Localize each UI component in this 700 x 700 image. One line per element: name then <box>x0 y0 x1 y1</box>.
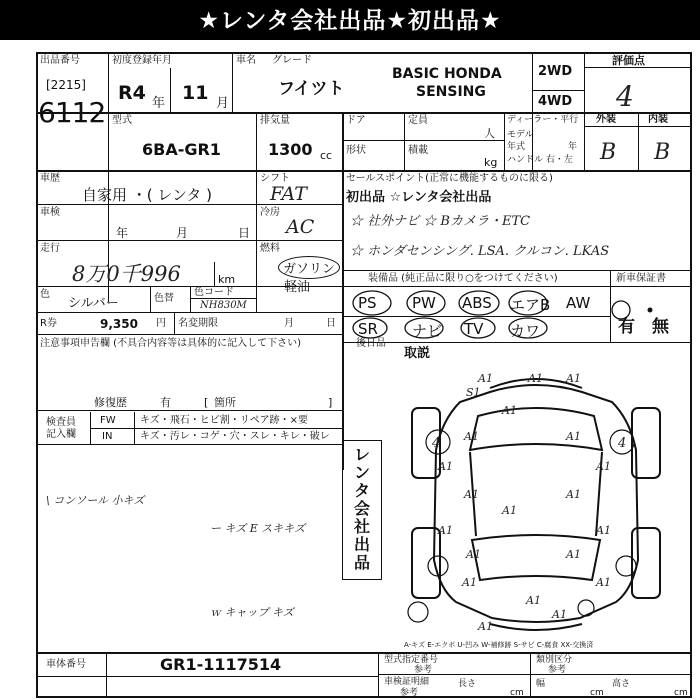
equipment-label: 装備品 (純正品に限り○をつけてください) <box>368 273 558 284</box>
exterior-label: 外装 <box>596 114 616 125</box>
mark-12: A1 <box>502 504 517 517</box>
remark-3: ｗ キャップ キズ <box>210 606 294 619</box>
load-label: 積載 <box>408 145 428 156</box>
inspector-in-text: キズ・汚レ・コゲ・穴・スレ・キレ・破レ <box>140 431 330 442</box>
type-no-label: 型式指定番号 <box>384 655 439 665</box>
drive-4wd: 4WD <box>538 94 573 109</box>
repair-spot: 箇所 <box>214 396 236 409</box>
first-reg-year-unit: 年 <box>152 96 166 111</box>
grade-label: グレード <box>272 55 312 66</box>
mark-17: A1 <box>462 576 477 589</box>
equip-tv: TV <box>464 320 484 338</box>
height-unit: cm <box>674 688 688 698</box>
width-label: 幅 <box>536 679 546 689</box>
inspection-month: 月 <box>176 226 189 240</box>
chassis-value: GR1-1117514 <box>160 655 282 674</box>
type-no-ref: 参考 <box>414 665 433 675</box>
color-value: シルバー <box>68 296 119 311</box>
recycle-label: R券 <box>40 318 57 329</box>
interior-label: 内装 <box>648 114 668 125</box>
lot-number: 6112 <box>38 96 106 129</box>
shape-label: 形状 <box>346 145 366 156</box>
lot-label: 出品番号 <box>40 55 80 66</box>
dealer-label: ディーラー・平行 <box>507 115 579 125</box>
displacement-unit: cc <box>320 149 333 162</box>
mark-16: A1 <box>566 548 581 561</box>
mark-20: A1 <box>552 608 567 621</box>
first-reg-era: R4 <box>118 82 146 104</box>
repair-yes: 有 <box>160 396 171 409</box>
shift-value: FAT <box>270 183 307 205</box>
mark-2: A1 <box>528 372 543 385</box>
height-label: 高さ <box>612 679 631 689</box>
mark-9: A1 <box>596 460 611 473</box>
note-line-1: ☆ 社外ナビ ☆ Bカメラ・ETC <box>350 214 531 229</box>
inspector-in: IN <box>102 431 113 442</box>
dealer-model-label: モデル <box>507 130 534 140</box>
interior-value: B <box>654 140 671 165</box>
remark-2: ー キズ E スキキズ <box>210 522 306 535</box>
note-line-2: ☆ ホンダセンシング. LSA. クルコン. LKAS <box>350 244 610 259</box>
cert-label: 車検証明細 <box>384 677 430 687</box>
first-reg-month-unit: 月 <box>216 96 230 111</box>
load-unit: kg <box>484 156 498 169</box>
cooler-value: AC <box>286 216 315 238</box>
equip-aw: AW <box>566 294 591 312</box>
displacement-value: 1300 <box>268 140 313 159</box>
model-label: 型式 <box>112 115 132 126</box>
manual-label: 取説 <box>404 346 431 361</box>
exterior-value: B <box>600 140 617 165</box>
lot-sub: [2215] <box>46 78 86 92</box>
sales-point-label: セールスポイント(正常に機能するものに限る) <box>346 173 553 184</box>
warranty-yes: 有 <box>618 317 635 337</box>
banner-title: ★レンタ会社出品★初出品★ <box>0 0 700 40</box>
history-label: 車歴 <box>40 173 60 184</box>
cooler-label: 冷房 <box>260 207 280 218</box>
inspector-fw-text: キズ・飛石・ヒビ割・リペア跡・×要 <box>140 415 308 426</box>
mark-tire-fl: 4 <box>432 436 441 451</box>
mark-3: A1 <box>566 372 581 385</box>
length-label: 長さ <box>458 679 477 689</box>
caution-label: 注意事項申告欄 (不具合内容等は具体的に記入して下さい) <box>40 338 301 349</box>
equipment-circles <box>342 286 692 342</box>
mark-19: A1 <box>526 594 541 607</box>
recycle-value: 9,350 <box>100 317 138 331</box>
inspector-label-1: 検査員 <box>46 417 76 428</box>
car-name-label: 車名 <box>236 55 256 66</box>
equip-pw: PW <box>412 294 436 312</box>
capacity-unit: 人 <box>484 127 495 140</box>
grade-line1: BASIC HONDA <box>392 66 502 82</box>
width-unit: cm <box>590 688 604 698</box>
repair-label: 修復歴 <box>94 396 127 409</box>
history-value: 自家用 ・( レンタ ) <box>82 186 213 204</box>
score-label: 評価点 <box>612 54 645 67</box>
mark-10: A1 <box>464 488 479 501</box>
remark-1: \ コンソール 小キズ <box>46 494 145 507</box>
equip-navi: ナビ <box>412 322 443 340</box>
handle-label: ハンドル 右・左 <box>507 155 573 165</box>
equip-leather: カワ <box>510 322 541 340</box>
color-code-value: NH830M <box>200 300 247 311</box>
mark-13: A1 <box>438 524 453 537</box>
legend: A-キズ E-エクボ U-凹み W-補修跡 S-サビ C-腐食 XX-交換済 <box>404 641 594 649</box>
inspection-year: 年 <box>116 226 129 240</box>
mark-15: A1 <box>466 548 481 561</box>
name-change-label: 名変期限 <box>178 318 218 329</box>
fuel-diesel: 軽油 <box>284 280 311 295</box>
mileage-unit: km <box>218 273 236 286</box>
mark-1: A1 <box>478 372 493 385</box>
mileage-label: 走行 <box>40 243 60 254</box>
drive-2wd: 2WD <box>538 64 573 79</box>
recycle-unit: 円 <box>156 318 166 329</box>
name-change-month: 月 <box>284 318 294 329</box>
mark-14: A1 <box>596 524 611 537</box>
grade-line2: SENSING <box>416 84 486 100</box>
repair-close: ] <box>328 396 333 409</box>
class-no-label: 類別区分 <box>536 655 573 665</box>
rental-vertical-text: レンタ会社出品 <box>353 445 370 572</box>
first-reg-month: 11 <box>182 82 209 104</box>
equip-sr: SR <box>358 320 378 338</box>
capacity-label: 定員 <box>408 115 428 126</box>
car-name: フイツト <box>278 79 345 99</box>
class-no-ref: 参考 <box>548 665 567 675</box>
mark-18: A1 <box>596 576 611 589</box>
model-value: 6BA-GR1 <box>142 140 221 159</box>
dealer-year-unit: 年 <box>568 142 578 152</box>
mark-7: A1 <box>566 430 581 443</box>
inspector-fw: FW <box>100 415 116 426</box>
chassis-label: 車体番号 <box>46 659 86 670</box>
mark-21: A1 <box>478 620 493 633</box>
dealer-year-label: 年式 <box>507 142 526 152</box>
after-label: 後日品 <box>356 338 386 349</box>
equip-ps: PS <box>358 294 377 312</box>
first-reg-label: 初度登録年月 <box>112 55 172 66</box>
sales-point-heading: 初出品 ☆レンタ会社出品 <box>346 190 492 205</box>
score-value: 4 <box>616 80 634 113</box>
mark-4: S1 <box>466 386 481 399</box>
fuel-label: 燃料 <box>260 243 280 254</box>
mileage-value: 8万0千996 <box>72 262 181 286</box>
door-label: ドア <box>346 115 366 126</box>
mark-11: A1 <box>566 488 581 501</box>
cert-ref: 参考 <box>400 688 419 698</box>
mark-5: A1 <box>502 404 517 417</box>
inspector-label-2: 記入欄 <box>46 429 76 440</box>
name-change-day: 日 <box>326 318 336 329</box>
shift-label: シフト <box>260 173 290 184</box>
color-change-label: 色替 <box>154 293 174 304</box>
length-unit: cm <box>510 688 524 698</box>
inspection-label: 車検 <box>40 207 60 218</box>
color-label: 色 <box>40 289 50 300</box>
warranty-no: 無 <box>652 317 669 337</box>
mark-6: A1 <box>464 430 479 443</box>
equip-abs: ABS <box>462 294 492 312</box>
mark-tire-fr: 4 <box>618 436 627 451</box>
mark-8: A1 <box>438 460 453 473</box>
fuel-gasoline-circled: ガソリン <box>278 256 340 279</box>
inspection-day: 日 <box>238 226 251 240</box>
equip-airbag: エアB <box>510 296 551 314</box>
repair-bracket: [ <box>204 396 209 409</box>
displacement-label: 排気量 <box>260 115 290 126</box>
color-code-label: 色コード <box>194 287 234 298</box>
warranty-label: 新車保証書 <box>616 273 666 284</box>
